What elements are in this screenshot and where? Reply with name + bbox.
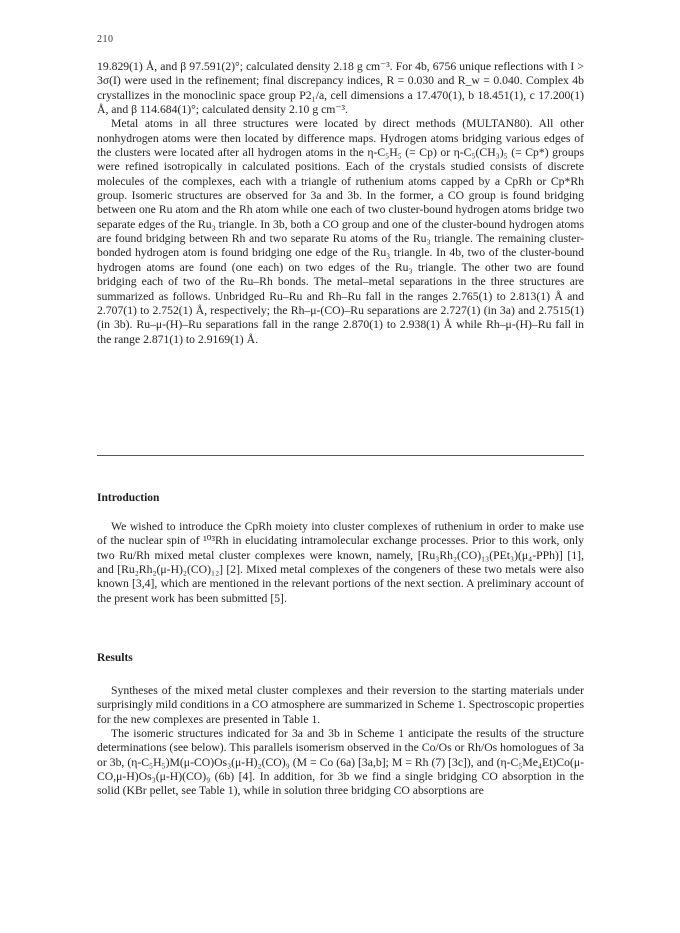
introduction-section xyxy=(97,520,584,606)
section-divider xyxy=(97,455,584,456)
results-paragraph: The isomeric structures indicated for 3a and 3b in Scheme 1 anticipate the results of the structure determinations (see below). This parallels isomerism observed in the Co/Os or Rh/Os homologues of 3a or 3b, (η-C₅H₅)M(μ-CO)Os₃(μ-H)₂(CO)₉ (M = Co (6a) [3a,b]; M = Rh (7) [3c]), and (η-C₅Me₄Et)Co(μ-CO,μ-H)Os₃(μ-H)(CO)₉ (6b) [4]. In addition, for 3b we find a single bridging CO absorption in the solid (KBr pellet, see Table 1), while in solution three bridging CO absorptions are xyxy=(97,727,584,798)
results-heading: Results xyxy=(97,652,133,664)
results-section xyxy=(97,684,584,799)
page-number: 210 xyxy=(97,34,114,45)
results-paragraph: Syntheses of the mixed metal cluster complexes and their reversion to the starting materials under surprisingly mild conditions in a CO atmosphere are summarized in Scheme 1. Spectroscopic properties for the new complexes are presented in Table 1. xyxy=(97,684,584,726)
abstract-paragraph: Metal atoms in all three structures were located by direct methods (MULTAN80). All other nonhydrogen atoms were then located by difference maps. Hydrogen atoms bridging various edges of the clusters were located after all hydrogen atoms in the η-C₅H₅ (= Cp) or η-C₅(CH₃)₅ (= Cp*) groups were refined isotropically in calculated positions. Each of the crystals studied consists of discrete molecules of the complexes, each with a triangle of ruthenium atoms capped by a CpRh or Cp*Rh group. Isomeric structures are observed for 3a and 3b. In the former, a CO group is found bridging between one Ru atom and the Rh atom while one each of two cluster-bound hydrogen atoms bridge two separate edges of the Ru₃ triangle. In 3b, both a CO group and one of the cluster-bound hydrogen atoms are found bridging between Rh and two separate Ru atoms of the Ru₃ triangle. The remaining cluster-bonded hydrogen atom is found bridging one edge of the Ru₃ triangle. In 4b, two of the cluster-bound hydrogen atoms are found (one each) on two edges of the Ru₃ triangle. The other two are found bridging each of two of the Ru–Rh bonds. The metal–metal separations in the three structures are summarized as follows. Unbridged Ru–Ru and Rh–Ru fall in the ranges 2.765(1) to 2.813(1) Å and 2.707(1) to 2.752(1) Å, respectively; the Rh–μ-(CO)–Ru separations are 2.727(1) (in 3a) and 2.7515(1) (in 3b). Ru–μ-(H)–Ru separations fall in the range 2.870(1) to 2.938(1) Å while Rh–μ-(H)–Ru fall in the range 2.871(1) to 2.9169(1) Å. xyxy=(97,117,584,346)
introduction-heading: Introduction xyxy=(97,492,160,504)
introduction-paragraph: We wished to introduce the CpRh moiety into cluster complexes of ruthenium in order to make use of the nuclear spin of ¹⁰³Rh in elucidating intramolecular exchange processes. Prior to this work, only two Ru/Rh mixed metal cluster complexes were known, namely, [Ru₃Rh₂(CO)₁₃(PEt₃)(μ₄-PPh)] [1], and [Ru₂Rh₂(μ-H)₂(CO)₁₂] [2]. Mixed metal complexes of the congeners of these two metals were also known [3,4], which are mentioned in the relevant portions of the next section. A preliminary account of the present work has been submitted [5]. xyxy=(97,520,584,605)
abstract-section xyxy=(97,60,584,347)
abstract-paragraph: 19.829(1) Å, and β 97.591(2)°; calculated density 2.18 g cm⁻³. For 4b, 6756 unique reflections with I > 3σ(I) were used in the refinement; final discrepancy indices, R = 0.030 and R_w = 0.040. Complex 4b crystallizes in the monoclinic space group P2₁/a, cell dimensions a 17.470(1), b 18.451(1), c 17.200(1) Å, and β 114.684(1)°; calculated density 2.10 g cm⁻³. xyxy=(97,60,584,117)
